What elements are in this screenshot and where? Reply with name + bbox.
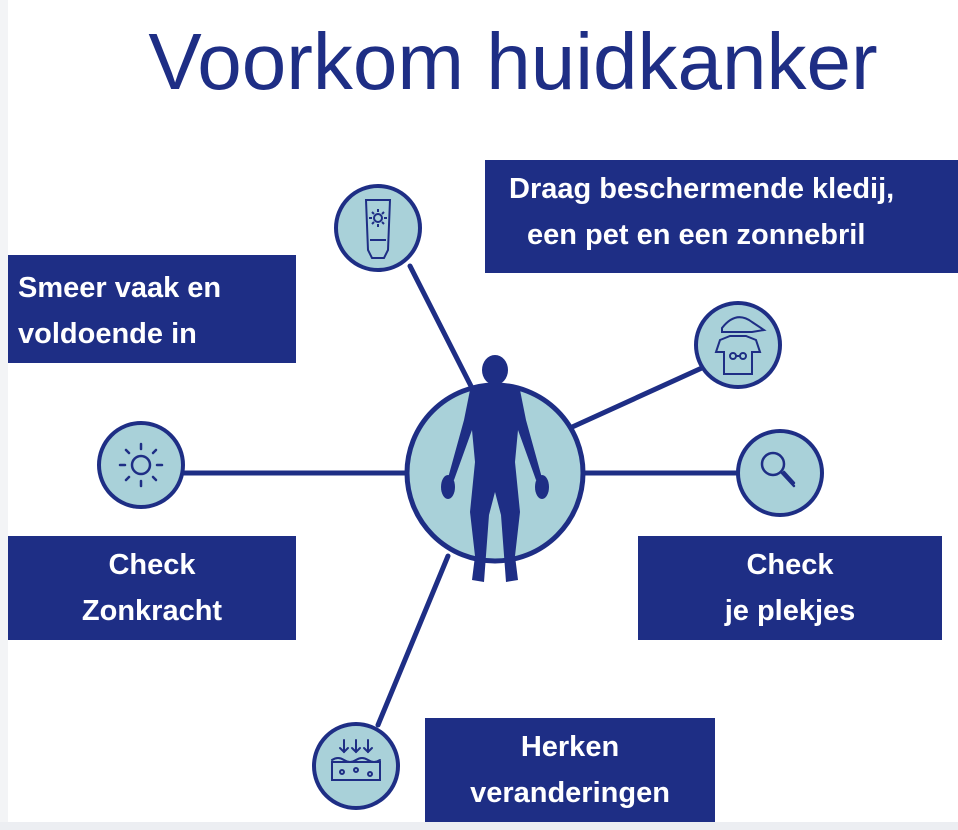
diagram-svg: [8, 0, 958, 822]
tip-herken-line1: Herken: [520, 731, 620, 763]
tip-zonkracht-line2: Zonkracht: [81, 595, 223, 627]
tip-herken-line2: veranderingen: [470, 777, 670, 809]
bottom-strip: [0, 822, 958, 830]
center-body-node: [407, 355, 583, 582]
tip-box-kleding: [485, 160, 958, 273]
tip-box-plekjes: [638, 536, 942, 640]
skin-node: [314, 724, 398, 808]
tip-box-herken: [425, 718, 715, 822]
tip-kleding-line1: Draag beschermende kledij,: [509, 173, 895, 205]
connector-line-clothing: [570, 367, 704, 428]
tip-box-zonkracht: [8, 536, 296, 640]
connector-line-skin: [378, 556, 448, 725]
tip-smeer-line1: Smeer vaak en: [18, 272, 222, 304]
page-title: Voorkom huidkanker: [148, 17, 878, 106]
sun-node: [99, 423, 183, 507]
tip-plekjes-line2: je plekjes: [724, 595, 856, 627]
sunscreen-node: [336, 186, 420, 270]
infographic-canvas: [8, 0, 958, 822]
tip-box-smeer: [8, 255, 296, 363]
magnifier-node: [738, 431, 822, 515]
connector-line-sunscreen: [410, 266, 474, 392]
tip-kleding-line2: een pet en een zonnebril: [527, 219, 866, 251]
clothing-node: [696, 303, 780, 387]
tip-zonkracht-line1: Check: [108, 549, 196, 581]
tip-plekjes-line1: Check: [746, 549, 834, 581]
tip-smeer-line2: voldoende in: [18, 318, 197, 350]
